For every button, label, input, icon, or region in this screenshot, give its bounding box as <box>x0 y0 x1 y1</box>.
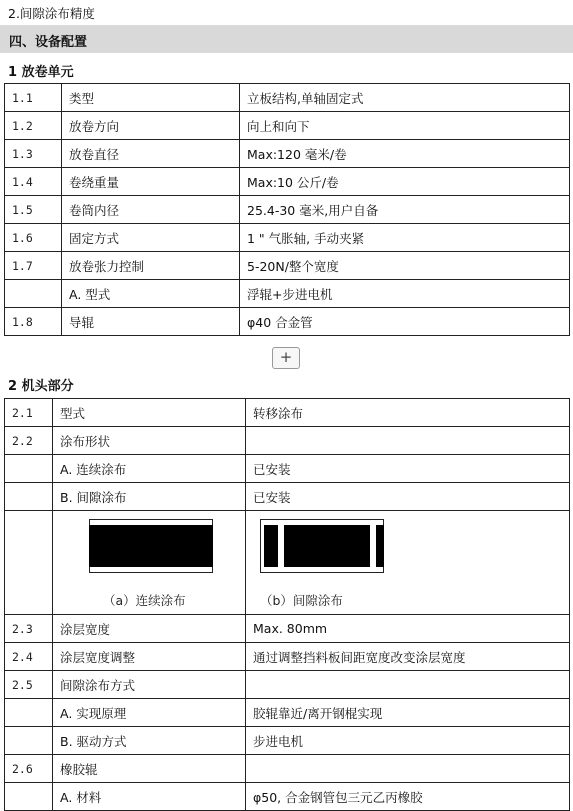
spec-value-cell: 向上和向下 <box>240 112 570 140</box>
spec-value-cell <box>246 671 570 699</box>
unwind-spec-row <box>5 224 570 252</box>
spec-item-cell: 橡胶辊 <box>53 755 246 783</box>
coating-segment <box>284 525 370 567</box>
intermittent-coating-figure-cell <box>246 511 570 615</box>
spec-value-cell: 通过调整挡料板间距宽度改变涂层宽度 <box>246 643 570 671</box>
head-spec-row <box>5 671 570 699</box>
head-spec-row <box>5 615 570 643</box>
head-spec-row <box>5 727 570 755</box>
spec-number-cell: 1.3 <box>5 140 62 168</box>
spec-value-cell <box>246 427 570 455</box>
spec-item-cell: A. 型式 <box>62 280 240 308</box>
spec-item-cell: 涂层宽度 <box>53 615 246 643</box>
unwind-spec-row <box>5 308 570 336</box>
spec-number-cell: 2.1 <box>5 399 53 427</box>
spec-item-cell: 间隙涂布方式 <box>53 671 246 699</box>
spec-number-cell <box>5 727 53 755</box>
spec-number-cell: 2.4 <box>5 643 53 671</box>
spec-number-cell: 1.7 <box>5 252 62 280</box>
spec-number-cell <box>5 280 62 308</box>
spec-number-cell <box>5 783 53 811</box>
spec-item-cell: A. 连续涂布 <box>53 455 246 483</box>
spec-value-cell: 25.4-30 毫米,用户自备 <box>240 196 570 224</box>
section-header-bar <box>0 25 573 53</box>
head-spec-row <box>5 643 570 671</box>
unwind-unit-title: 1 放卷单元 <box>8 65 74 80</box>
head-spec-row <box>5 483 570 511</box>
coating-segment <box>264 525 278 567</box>
spec-value-cell <box>246 755 570 783</box>
spec-number-cell <box>5 483 53 511</box>
continuous-coating-diagram <box>89 519 213 573</box>
head-section-title: 2 机头部分 <box>8 379 74 394</box>
unwind-spec-row <box>5 84 570 112</box>
spec-item-cell: 卷绕重量 <box>62 168 240 196</box>
spec-number-cell: 2.2 <box>5 427 53 455</box>
unwind-spec-row <box>5 112 570 140</box>
spec-value-cell: 已安装 <box>246 483 570 511</box>
section-title: 四、设备配置 <box>9 35 88 50</box>
intermittent-coating-diagram <box>260 519 384 573</box>
spec-number-cell: 1.8 <box>5 308 62 336</box>
spec-value-cell: Max:10 公斤/卷 <box>240 168 570 196</box>
spec-value-cell: 转移涂布 <box>246 399 570 427</box>
spec-value-cell: φ50, 合金钢管包三元乙丙橡胶 <box>246 783 570 811</box>
spec-item-cell: B. 驱动方式 <box>53 727 246 755</box>
spec-item-cell: 涂层宽度调整 <box>53 643 246 671</box>
spec-value-cell: 浮辊+步进电机 <box>240 280 570 308</box>
spec-number-cell: 1.5 <box>5 196 62 224</box>
spec-number-cell <box>5 699 53 727</box>
head-spec-row <box>5 755 570 783</box>
spec-item-cell: A. 材料 <box>53 783 246 811</box>
spec-number-cell: 2.5 <box>5 671 53 699</box>
continuous-coating-layer <box>89 525 213 567</box>
continuous-coating-figure-cell <box>53 511 246 615</box>
spec-number-cell: 2.6 <box>5 755 53 783</box>
unwind-spec-row <box>5 168 570 196</box>
spec-number-cell: 1.1 <box>5 84 62 112</box>
head-spec-row <box>5 427 570 455</box>
head-spec-row <box>5 699 570 727</box>
spec-number-cell: 1.4 <box>5 168 62 196</box>
head-spec-row <box>5 399 570 427</box>
figure-row <box>5 511 570 615</box>
coating-segment <box>376 525 384 567</box>
spec-number-cell: 1.6 <box>5 224 62 252</box>
spec-value-cell: 胶辊靠近/离开钢棍实现 <box>246 699 570 727</box>
unwind-spec-row <box>5 280 570 308</box>
figure-blank-cell <box>5 511 53 615</box>
spec-number-cell <box>5 455 53 483</box>
spec-item-cell: 涂布形状 <box>53 427 246 455</box>
unwind-spec-row <box>5 140 570 168</box>
spec-item-cell: 放卷方向 <box>62 112 240 140</box>
gap-precision-heading: 2.间隙涂布精度 <box>8 6 95 21</box>
continuous-coating-caption: （a）连续涂布 <box>103 593 186 608</box>
spec-item-cell: 放卷直径 <box>62 140 240 168</box>
spec-value-cell: 步进电机 <box>246 727 570 755</box>
spec-value-cell: 立板结构,单轴固定式 <box>240 84 570 112</box>
spec-item-cell: 放卷张力控制 <box>62 252 240 280</box>
spec-item-cell: B. 间隙涂布 <box>53 483 246 511</box>
head-spec-row <box>5 455 570 483</box>
head-spec-row <box>5 783 570 811</box>
spec-value-cell: 已安装 <box>246 455 570 483</box>
spec-item-cell: 固定方式 <box>62 224 240 252</box>
spec-value-cell: 5-20N/整个宽度 <box>240 252 570 280</box>
spec-item-cell: 型式 <box>53 399 246 427</box>
spec-item-cell: 导辊 <box>62 308 240 336</box>
expand-button[interactable]: + <box>272 347 300 369</box>
spec-value-cell: Max:120 毫米/卷 <box>240 140 570 168</box>
unwind-spec-table <box>4 83 570 336</box>
head-spec-table <box>4 398 570 811</box>
spec-value-cell: Max. 80mm <box>246 615 570 643</box>
intermittent-coating-caption: （b）间隙涂布 <box>260 593 343 608</box>
spec-number-cell: 2.3 <box>5 615 53 643</box>
spec-value-cell: φ40 合金管 <box>240 308 570 336</box>
unwind-spec-row <box>5 196 570 224</box>
spec-item-cell: A. 实现原理 <box>53 699 246 727</box>
spec-number-cell: 1.2 <box>5 112 62 140</box>
spec-item-cell: 卷筒内径 <box>62 196 240 224</box>
spec-value-cell: 1 " 气胀轴, 手动夹紧 <box>240 224 570 252</box>
unwind-spec-row <box>5 252 570 280</box>
spec-item-cell: 类型 <box>62 84 240 112</box>
